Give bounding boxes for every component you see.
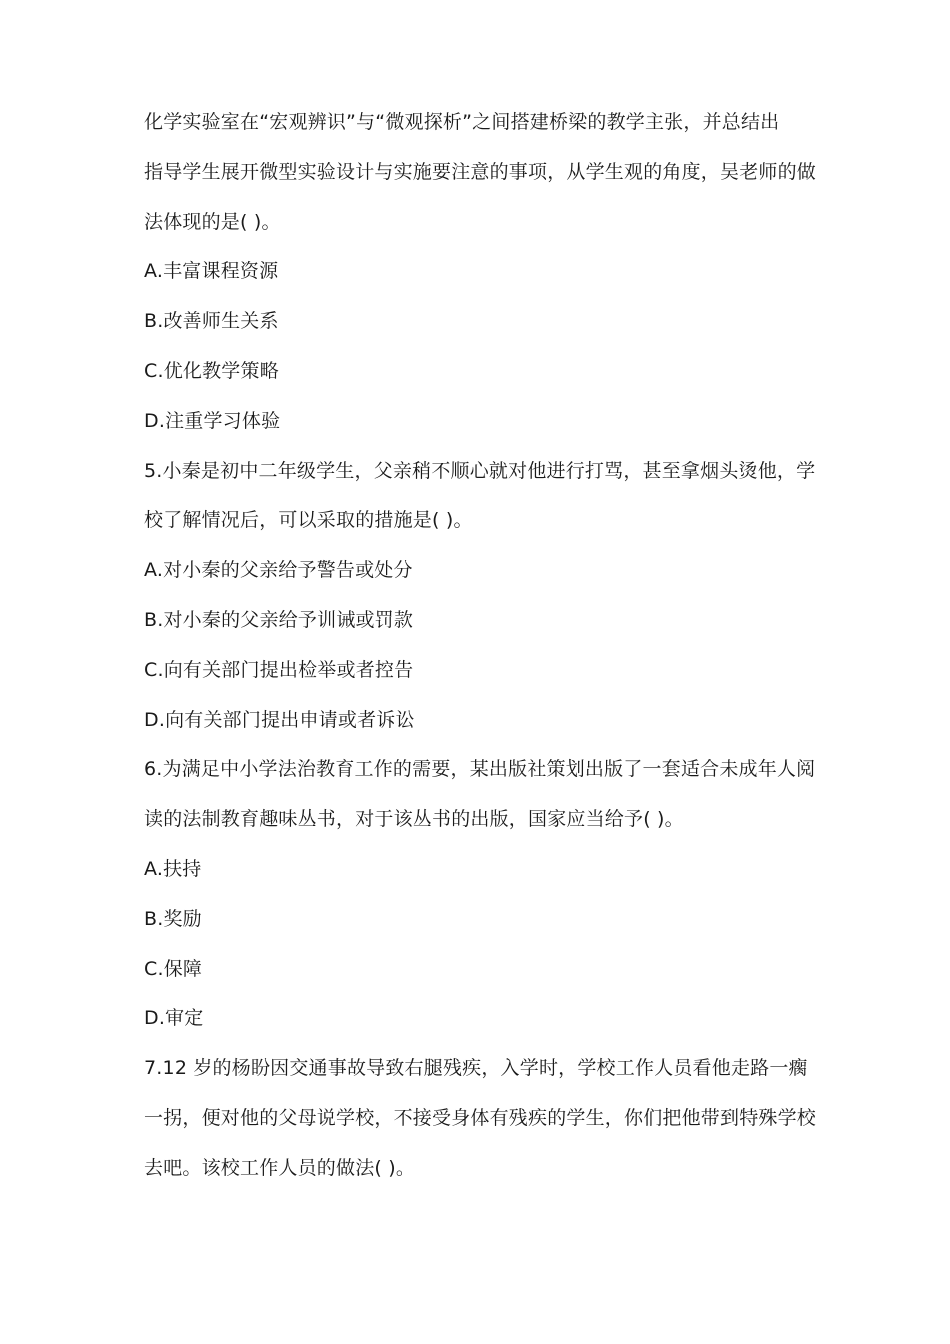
question-4-stem	[144, 104, 824, 253]
question-6-stem	[144, 751, 824, 851]
option-d: D.审定	[144, 1007, 204, 1030]
question-5-options	[144, 552, 824, 751]
question-text-line: 法体现的是( )。	[144, 210, 281, 233]
option-a: A.对小秦的父亲给予警告或处分	[144, 559, 413, 582]
option-b: B.对小秦的父亲给予训诫或罚款	[144, 608, 414, 631]
option-a: A.丰富课程资源	[144, 260, 279, 283]
question-text-line: 化学实验室在“宏观辨识”与“微观探析”之间搭建桥梁的教学主张，并总结出	[144, 111, 780, 133]
question-text-line: 6.为满足中小学法治教育工作的需要，某出版社策划出版了一套适合未成年人阅	[144, 758, 816, 781]
question-4-options	[144, 253, 824, 452]
question-text-line: 校了解情况后，可以采取的措施是( )。	[144, 509, 473, 532]
question-text-line: 7.12 岁的杨盼因交通事故导致右腿残疾，入学时，学校工作人员看他走路一瘸	[144, 1057, 808, 1080]
question-6-options	[144, 851, 824, 1050]
option-b: B.改善师生关系	[144, 310, 279, 333]
question-text-line: 读的法制教育趣味丛书，对于该丛书的出版，国家应当给予( )。	[144, 808, 684, 831]
question-text-line: 指导学生展开微型实验设计与实施要注意的事项，从学生观的角度，吴老师的做	[144, 160, 817, 183]
document-body	[144, 104, 824, 1200]
question-text-line: 5.小秦是初中二年级学生，父亲稍不顺心就对他进行打骂，甚至拿烟头烫他，学	[144, 459, 816, 482]
option-d: D.注重学习体验	[144, 409, 281, 432]
option-c: C.向有关部门提出检举或者控告	[144, 658, 414, 681]
question-text-line: 一拐，便对他的父母说学校，不接受身体有残疾的学生，你们把他带到特殊学校	[144, 1106, 817, 1129]
option-c: C.保障	[144, 957, 203, 980]
option-b: B.奖励	[144, 907, 202, 930]
question-5-stem	[144, 453, 824, 553]
question-7-stem	[144, 1050, 824, 1199]
option-c: C.优化教学策略	[144, 359, 279, 382]
option-d: D.向有关部门提出申请或者诉讼	[144, 708, 415, 731]
question-text-line: 去吧。该校工作人员的做法( )。	[144, 1156, 416, 1179]
option-a: A.扶持	[144, 857, 202, 880]
